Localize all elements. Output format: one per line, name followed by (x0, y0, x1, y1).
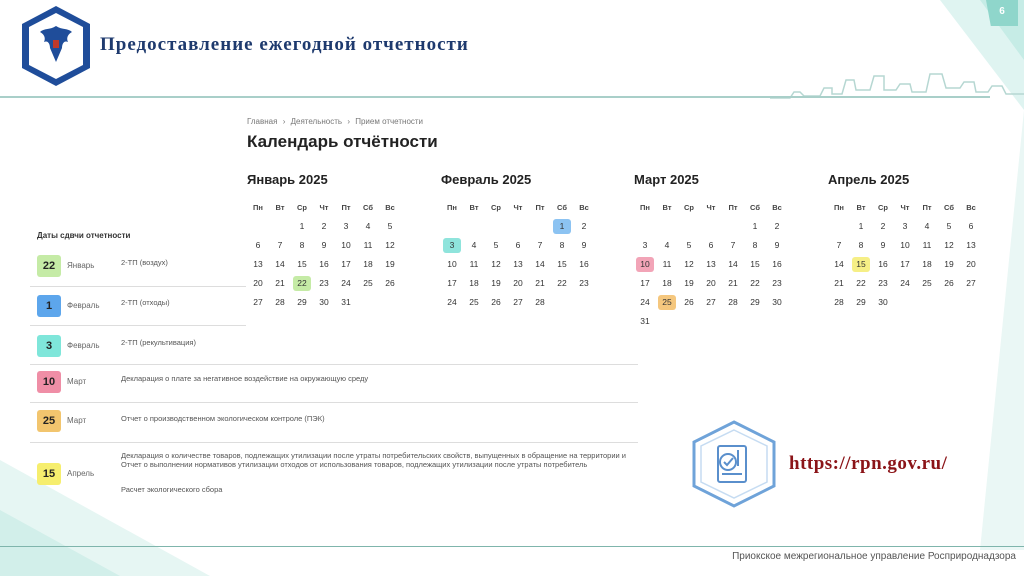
weekday-label: Вт (469, 203, 479, 212)
weekday-label: Пт (922, 203, 932, 212)
day-cell[interactable]: 23 (579, 278, 589, 288)
day-cell[interactable]: 19 (944, 259, 954, 269)
highlighted-day-cell[interactable]: 1 (553, 219, 571, 234)
day-cell[interactable]: 11 (662, 259, 672, 269)
day-cell[interactable]: 26 (385, 278, 395, 288)
weekday-label: Пн (447, 203, 457, 212)
day-cell[interactable]: 20 (513, 278, 523, 288)
day-cell[interactable]: 11 (469, 259, 479, 269)
breadcrumb-separator: › (282, 117, 286, 126)
empty-day-cell (656, 217, 678, 236)
day-cell[interactable]: 6 (515, 240, 521, 250)
legend-day-badge: 10 (37, 371, 61, 393)
day-cell[interactable]: 4 (664, 240, 670, 250)
day-cell[interactable]: 10 (447, 259, 457, 269)
weekday-label: Чт (319, 203, 329, 212)
month-name: Март 2025 (634, 172, 699, 187)
weekday-label: Ср (684, 203, 694, 212)
rosprirodnadzor-logo (20, 4, 92, 88)
empty-day-cell (463, 217, 485, 236)
legend-item (35, 451, 635, 499)
day-cell[interactable]: 17 (447, 278, 457, 288)
header-divider (0, 96, 990, 98)
day-cell[interactable]: 4 (471, 240, 477, 250)
day-cell[interactable]: 12 (385, 240, 395, 250)
day-cell[interactable]: 18 (662, 278, 672, 288)
month-grid (441, 198, 611, 312)
month-january (247, 172, 417, 312)
day-cell[interactable]: 28 (535, 297, 545, 307)
weekday-label: Пн (253, 203, 263, 212)
breadcrumb-activity[interactable]: Деятельность (290, 117, 343, 126)
day-cell[interactable]: 18 (363, 259, 373, 269)
highlighted-day-cell[interactable]: 22 (293, 276, 311, 291)
day-cell[interactable]: 21 (834, 278, 844, 288)
day-cell[interactable]: 28 (728, 297, 738, 307)
day-cell[interactable]: 19 (684, 278, 694, 288)
month-grid (247, 198, 417, 312)
weekday-label: Чт (706, 203, 716, 212)
weekday-label: Сб (750, 203, 760, 212)
calendar-title: Календарь отчётности (247, 132, 438, 151)
weekday-label: Пн (640, 203, 650, 212)
day-cell[interactable]: 19 (385, 259, 395, 269)
day-cell[interactable]: 27 (706, 297, 716, 307)
day-cell[interactable]: 1 (858, 221, 864, 231)
empty-day-cell (441, 217, 463, 236)
weekday-label: Вс (579, 203, 589, 212)
weekday-label: Сб (557, 203, 567, 212)
day-cell[interactable]: 29 (856, 297, 866, 307)
day-cell[interactable]: 31 (640, 316, 650, 326)
day-cell[interactable]: 4 (924, 221, 930, 231)
day-cell[interactable]: 24 (900, 278, 910, 288)
day-cell[interactable]: 9 (774, 240, 780, 250)
breadcrumb-current: Прием отчетности (355, 117, 424, 126)
day-cell[interactable]: 24 (341, 278, 351, 288)
website-link[interactable]: https://rpn.gov.ru/ (789, 453, 948, 474)
day-cell[interactable]: 16 (319, 259, 329, 269)
day-cell[interactable]: 20 (966, 259, 976, 269)
legend-month: Февраль (67, 301, 100, 310)
legend-month: Март (67, 377, 87, 386)
legend-description: Декларация о плате за негативное воздействие на окружающую среду (121, 374, 369, 383)
day-cell[interactable]: 25 (469, 297, 479, 307)
row-divider (30, 442, 638, 443)
weekday-label: Сб (944, 203, 954, 212)
legend-day-badge: 22 (37, 255, 61, 277)
day-cell[interactable]: 21 (275, 278, 285, 288)
weekday-label: Ср (491, 203, 501, 212)
row-divider (30, 364, 638, 365)
day-cell[interactable]: 14 (834, 259, 844, 269)
day-cell[interactable]: 5 (493, 240, 499, 250)
legend-day-badge: 15 (37, 463, 61, 485)
day-cell[interactable]: 8 (299, 240, 305, 250)
day-cell[interactable]: 16 (579, 259, 589, 269)
row-divider (30, 325, 246, 326)
day-cell[interactable]: 20 (706, 278, 716, 288)
weekday-label: Вт (662, 203, 672, 212)
highlighted-day-cell[interactable]: 25 (658, 295, 676, 310)
day-cell[interactable]: 17 (640, 278, 650, 288)
day-cell[interactable]: 18 (922, 259, 932, 269)
weekday-label: Ср (878, 203, 888, 212)
empty-day-cell (634, 217, 656, 236)
footer-text: Приокское межрегиональное управление Росприроднадзора (732, 551, 1016, 562)
empty-day-cell (722, 217, 744, 236)
month-grid (828, 198, 998, 312)
day-cell[interactable]: 14 (728, 259, 738, 269)
day-cell[interactable]: 9 (880, 240, 886, 250)
day-cell[interactable]: 1 (752, 221, 758, 231)
legend-description: Декларация о количестве товаров, подлежащих утилизации после утраты потребительских свойств, выпущенных в обращение на территории и Отчет о выполнении нормативов утилизации отходов от использования товаров, подлежащих утилизации после утраты потребитель (121, 451, 626, 469)
day-cell[interactable]: 4 (365, 221, 371, 231)
day-cell[interactable]: 2 (321, 221, 327, 231)
day-cell[interactable]: 22 (750, 278, 760, 288)
day-cell[interactable]: 15 (557, 259, 567, 269)
empty-day-cell (700, 217, 722, 236)
day-cell[interactable]: 26 (491, 297, 501, 307)
month-name: Апрель 2025 (828, 172, 910, 187)
month-march (634, 172, 804, 331)
day-cell[interactable]: 13 (706, 259, 716, 269)
legend-description: 2-ТП (рекультивация) (121, 338, 196, 347)
day-cell[interactable]: 30 (772, 297, 782, 307)
day-cell[interactable]: 8 (752, 240, 758, 250)
day-cell[interactable]: 2 (880, 221, 886, 231)
weekday-label: Вс (385, 203, 395, 212)
highlighted-day-cell[interactable]: 15 (852, 257, 870, 272)
legend-day-badge: 3 (37, 335, 61, 357)
day-cell[interactable]: 13 (966, 240, 976, 250)
month-grid (634, 198, 804, 331)
day-cell[interactable]: 6 (255, 240, 261, 250)
highlighted-day-cell[interactable]: 10 (636, 257, 654, 272)
weekday-label: Вт (856, 203, 866, 212)
weekday-label: Вт (275, 203, 285, 212)
day-cell[interactable]: 26 (684, 297, 694, 307)
weekday-label: Сб (363, 203, 373, 212)
day-cell[interactable]: 12 (684, 259, 694, 269)
day-cell[interactable]: 14 (535, 259, 545, 269)
footer-divider (0, 546, 1024, 547)
day-cell[interactable]: 15 (750, 259, 760, 269)
month-april (828, 172, 998, 312)
day-cell[interactable]: 23 (319, 278, 329, 288)
day-cell[interactable]: 8 (559, 240, 565, 250)
empty-day-cell (529, 217, 551, 236)
day-cell[interactable]: 6 (968, 221, 974, 231)
day-cell[interactable]: 17 (900, 259, 910, 269)
day-cell[interactable]: 17 (341, 259, 351, 269)
weekday-label: Пн (834, 203, 844, 212)
day-cell[interactable]: 15 (297, 259, 307, 269)
day-cell[interactable]: 13 (513, 259, 523, 269)
highlighted-day-cell[interactable]: 3 (443, 238, 461, 253)
day-cell[interactable]: 26 (944, 278, 954, 288)
day-cell[interactable]: 31 (341, 297, 351, 307)
day-cell[interactable]: 5 (387, 221, 393, 231)
day-cell[interactable]: 23 (772, 278, 782, 288)
legend-description: 2-ТП (воздух) (121, 258, 168, 267)
breadcrumb (247, 117, 426, 126)
day-cell[interactable]: 23 (878, 278, 888, 288)
legend-month: Февраль (67, 341, 100, 350)
breadcrumb-separator: › (347, 117, 350, 126)
day-cell[interactable]: 7 (836, 240, 842, 250)
day-cell[interactable]: 11 (922, 240, 932, 250)
legend-day-badge: 25 (37, 410, 61, 432)
empty-day-cell (247, 217, 269, 236)
day-cell[interactable]: 22 (557, 278, 567, 288)
day-cell[interactable]: 10 (341, 240, 351, 250)
day-cell[interactable]: 7 (537, 240, 543, 250)
weekday-label: Вс (772, 203, 782, 212)
legend-month: Март (67, 416, 87, 425)
slide-title: Предоставление ежегодной отчетности (100, 34, 469, 55)
day-cell[interactable]: 18 (469, 278, 479, 288)
day-cell[interactable]: 22 (856, 278, 866, 288)
day-cell[interactable]: 3 (642, 240, 648, 250)
weekday-label: Ср (297, 203, 307, 212)
day-cell[interactable]: 6 (708, 240, 714, 250)
day-cell[interactable]: 12 (491, 259, 501, 269)
day-cell[interactable]: 8 (858, 240, 864, 250)
day-cell[interactable]: 27 (966, 278, 976, 288)
day-cell[interactable]: 12 (944, 240, 954, 250)
day-cell[interactable]: 21 (535, 278, 545, 288)
day-cell[interactable]: 30 (878, 297, 888, 307)
breadcrumb-home[interactable]: Главная (247, 117, 278, 126)
day-cell[interactable]: 16 (772, 259, 782, 269)
month-name: Январь 2025 (247, 172, 328, 187)
day-cell[interactable]: 1 (299, 221, 305, 231)
day-cell[interactable]: 9 (581, 240, 587, 250)
empty-day-cell (828, 217, 850, 236)
day-cell[interactable]: 16 (878, 259, 888, 269)
day-cell[interactable]: 9 (321, 240, 327, 250)
day-cell[interactable]: 3 (902, 221, 908, 231)
day-cell[interactable]: 30 (319, 297, 329, 307)
day-cell[interactable]: 5 (686, 240, 692, 250)
day-cell[interactable]: 2 (774, 221, 780, 231)
day-cell[interactable]: 28 (275, 297, 285, 307)
day-cell[interactable]: 3 (343, 221, 349, 231)
legend-description: Отчет о производственном экологическом контроле (ПЭК) (121, 414, 325, 423)
legend-month: Апрель (67, 469, 95, 478)
day-cell[interactable]: 25 (363, 278, 373, 288)
day-cell[interactable]: 7 (277, 240, 283, 250)
day-cell[interactable]: 5 (946, 221, 952, 231)
day-cell[interactable]: 14 (275, 259, 285, 269)
day-cell[interactable]: 11 (363, 240, 373, 250)
empty-day-cell (678, 217, 700, 236)
weekday-label: Пт (728, 203, 738, 212)
legend-item (35, 255, 247, 293)
legend-day-badge: 1 (37, 295, 61, 317)
day-cell[interactable]: 19 (491, 278, 501, 288)
month-name: Февраль 2025 (441, 172, 532, 187)
weekday-label: Чт (513, 203, 523, 212)
row-divider (30, 286, 246, 287)
weekday-label: Вс (966, 203, 976, 212)
legend-description-secondary: Расчет экологического сбора (121, 485, 223, 494)
day-cell[interactable]: 24 (640, 297, 650, 307)
day-cell[interactable]: 27 (253, 297, 263, 307)
weekday-label: Чт (900, 203, 910, 212)
day-cell[interactable]: 27 (513, 297, 523, 307)
day-cell[interactable]: 25 (922, 278, 932, 288)
month-february (441, 172, 611, 312)
row-divider (30, 402, 638, 403)
day-cell[interactable]: 29 (750, 297, 760, 307)
empty-day-cell (269, 217, 291, 236)
day-cell[interactable]: 29 (297, 297, 307, 307)
weekday-label: Пт (535, 203, 545, 212)
page-number: 6 (999, 6, 1005, 17)
day-cell[interactable]: 24 (447, 297, 457, 307)
legend-title: Даты сдвчи отчетности (37, 231, 131, 240)
legend-month: Январь (67, 261, 95, 270)
document-check-icon (688, 418, 780, 510)
day-cell[interactable]: 2 (581, 221, 587, 231)
legend-item (35, 371, 635, 409)
day-cell[interactable]: 21 (728, 278, 738, 288)
legend-item (35, 335, 247, 373)
empty-day-cell (507, 217, 529, 236)
day-cell[interactable]: 10 (900, 240, 910, 250)
legend-item (35, 295, 247, 333)
day-cell[interactable]: 20 (253, 278, 263, 288)
day-cell[interactable]: 7 (730, 240, 736, 250)
day-cell[interactable]: 13 (253, 259, 263, 269)
legend-description: 2-ТП (отходы) (121, 298, 170, 307)
weekday-label: Пт (341, 203, 351, 212)
empty-day-cell (485, 217, 507, 236)
day-cell[interactable]: 28 (834, 297, 844, 307)
